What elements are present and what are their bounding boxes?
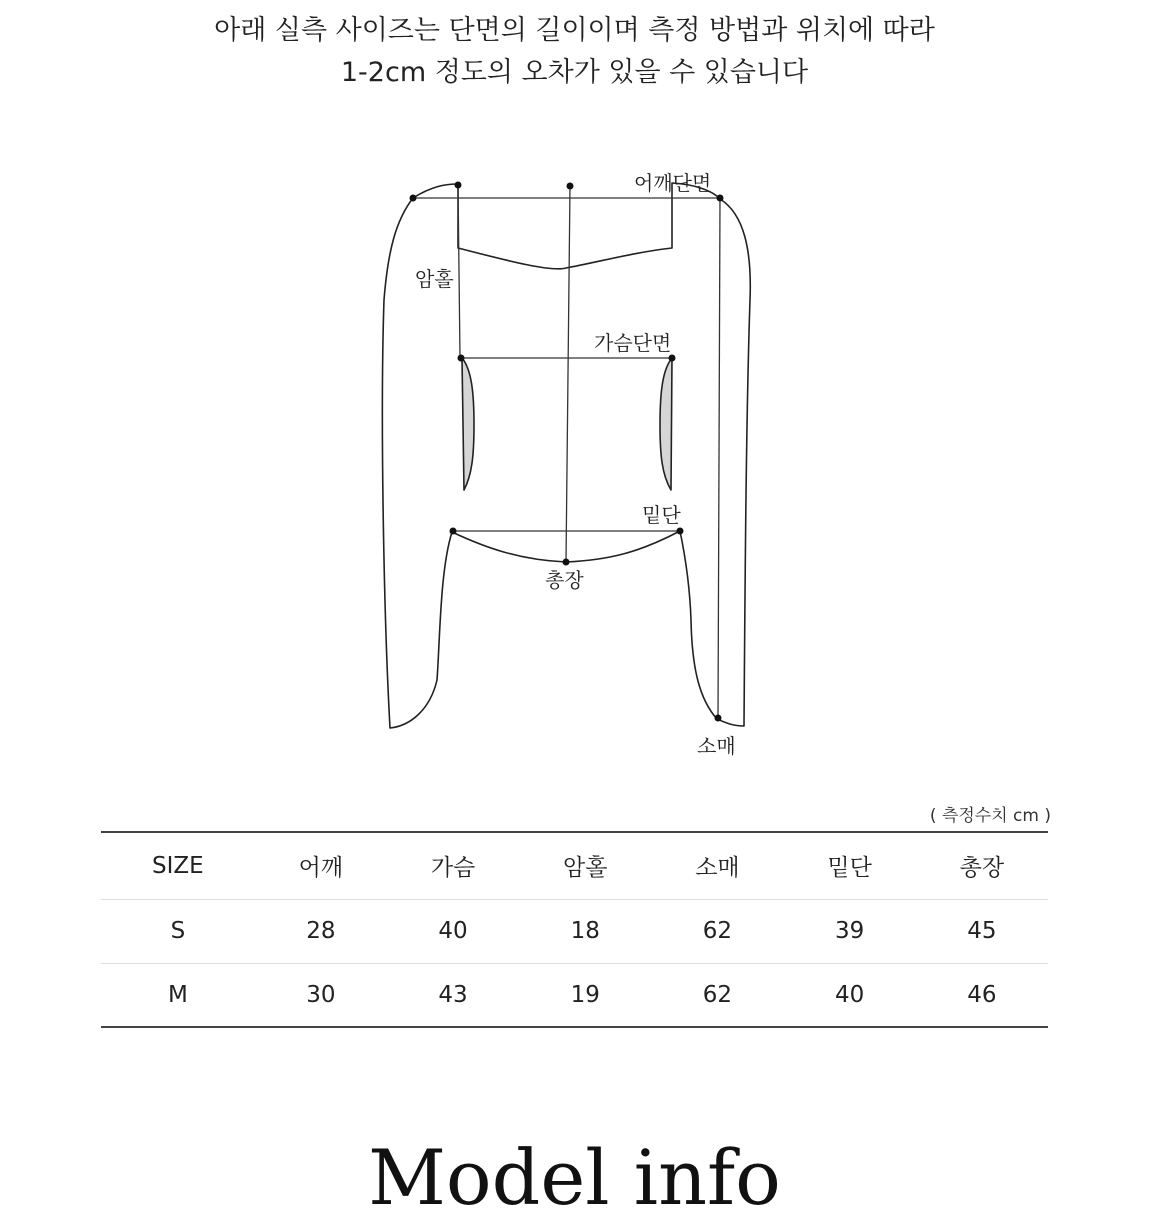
header-chest: 가슴	[430, 855, 476, 882]
cell-armhole: 18	[570, 918, 600, 944]
label-hem: 밑단	[642, 503, 681, 527]
label-chest: 가슴단면	[594, 331, 672, 355]
cell-chest: 43	[438, 981, 468, 1008]
cell-hem: 39	[835, 918, 865, 944]
label-armhole: 암홀	[415, 267, 454, 291]
cell-sleeve: 62	[702, 918, 733, 944]
dot	[717, 195, 724, 202]
sleeve-line	[718, 198, 720, 718]
cell-shoulder: 30	[306, 981, 336, 1008]
size-table	[101, 831, 1048, 1028]
header-size: SIZE	[152, 852, 204, 879]
cell-size: S	[170, 918, 186, 944]
cell-hem: 40	[835, 981, 865, 1008]
cell-size: M	[167, 981, 188, 1008]
table-header-row	[101, 832, 1048, 899]
dot	[669, 355, 676, 362]
cell-chest: 40	[438, 918, 468, 944]
cell-sleeve: 62	[702, 981, 733, 1008]
unit-note: ( 측정수치 cm )	[929, 806, 1051, 826]
dot	[677, 528, 684, 535]
dot	[458, 355, 465, 362]
cell-armhole: 19	[570, 981, 600, 1008]
dot	[455, 182, 462, 189]
cell-shoulder: 28	[306, 918, 336, 944]
right-side-panel	[660, 358, 672, 490]
dot	[410, 195, 417, 202]
label-sleeve: 소매	[697, 734, 736, 758]
header-sleeve: 소매	[695, 855, 740, 882]
cell-length: 45	[967, 918, 997, 944]
header-shoulder: 어깨	[298, 855, 344, 882]
dot	[715, 715, 722, 722]
notice-line-1: 아래 실측 사이즈는 단면의 길이이며 측정 방법과 위치에 따라	[214, 15, 935, 46]
header-hem: 밑단	[827, 855, 872, 882]
table-row	[101, 899, 1048, 963]
label-shoulder: 어깨단면	[634, 171, 712, 195]
model-info-title: Model info	[368, 1133, 781, 1222]
header-length: 총장	[959, 855, 1005, 882]
dot	[450, 528, 457, 535]
cell-length: 46	[967, 981, 997, 1008]
left-side-panel	[462, 358, 474, 490]
label-length: 총장	[545, 568, 584, 592]
notice-line-2: 1-2cm 정도의 오차가 있을 수 있습니다	[340, 57, 809, 88]
dot	[563, 559, 570, 566]
garment-outline	[382, 183, 750, 728]
table-row	[101, 963, 1048, 1027]
dot	[567, 183, 574, 190]
length-line	[566, 186, 570, 562]
armhole-line	[458, 184, 460, 358]
header-armhole: 암홀	[563, 855, 608, 882]
